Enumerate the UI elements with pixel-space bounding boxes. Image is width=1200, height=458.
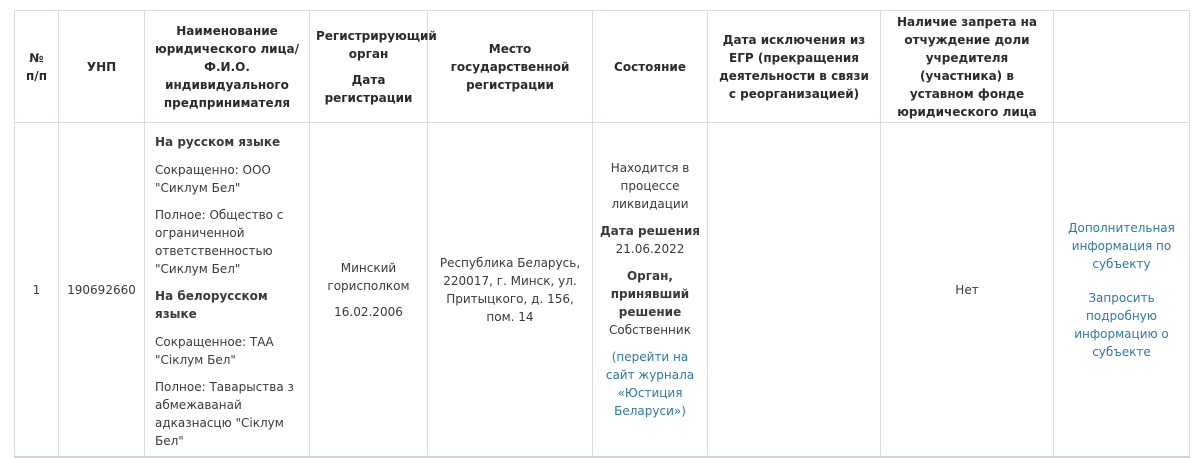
cell-unp: 190692660 <box>59 123 145 458</box>
header-reg-organ <box>310 11 437 123</box>
state-value: Находится в процессе ликвидации <box>610 161 690 211</box>
journal-link[interactable]: (перейти на сайт журнала «Юстиция Беларуси») <box>605 350 695 418</box>
cell-state <box>593 123 708 458</box>
cell-excl-date <box>708 123 881 458</box>
header-reg-organ-label: Регистрирующий орган <box>316 28 437 61</box>
header-row <box>15 11 1190 123</box>
header-ban: Наличие запрета на отчуждение доли учредителя (участника) в уставном фонде юридического лица <box>881 11 1054 123</box>
decision-date-label: Дата решения <box>599 224 701 238</box>
organ-label: Орган, принявший решение <box>610 269 690 319</box>
cell-num: 1 <box>15 123 59 458</box>
table-row <box>15 123 1190 458</box>
header-excl-date: Дата исключения из ЕГР (прекращения деятельности в связи с реорганизацией) <box>708 11 881 123</box>
by-short-name: Сокращенное: ТАА "Сіклум Бел" <box>155 335 274 367</box>
cell-ban: Нет <box>881 123 1054 458</box>
organ-value: Собственник <box>609 323 691 337</box>
reg-date-value: 16.02.2006 <box>334 304 403 319</box>
registry-table-container <box>14 10 1189 458</box>
cell-actions <box>1054 123 1190 458</box>
request-info-link[interactable]: Запросить подробную информацию о субъекте <box>1074 290 1169 359</box>
header-actions <box>1054 11 1190 123</box>
more-info-link[interactable]: Дополнительная информация по субъекту <box>1068 220 1175 271</box>
reg-organ-value: Минский горисполком <box>327 260 410 293</box>
ru-short-name: Сокращенно: ООО "Сиклум Бел" <box>155 163 271 195</box>
cell-name <box>145 123 310 458</box>
header-unp: УНП <box>59 11 145 123</box>
header-name: Наименование юридического лица/Ф.И.О. индивидуального предпринимателя <box>145 11 310 123</box>
registry-table <box>14 10 1190 458</box>
by-heading: На белорусском языке <box>155 289 268 321</box>
header-num: № п/п <box>15 11 59 123</box>
header-state: Состояние <box>593 11 708 123</box>
header-place: Место государственной регистрации <box>428 11 593 123</box>
ru-heading: На русском языке <box>155 135 281 149</box>
decision-date-value: 21.06.2022 <box>615 242 685 256</box>
header-reg-date-label: Дата регистрации <box>324 72 413 105</box>
cell-reg-organ <box>310 123 428 458</box>
cell-place: Республика Беларусь, 220017, г. Минск, ул. Притыцкого, д. 156, пом. 14 <box>428 123 593 458</box>
ru-full-name: Полное: Общество с ограниченной ответственностью "Сиклум Бел" <box>155 208 284 276</box>
by-full-name: Полное: Таварыства з абмежаванай адказнасцю "Сіклум Бел" <box>155 380 294 448</box>
